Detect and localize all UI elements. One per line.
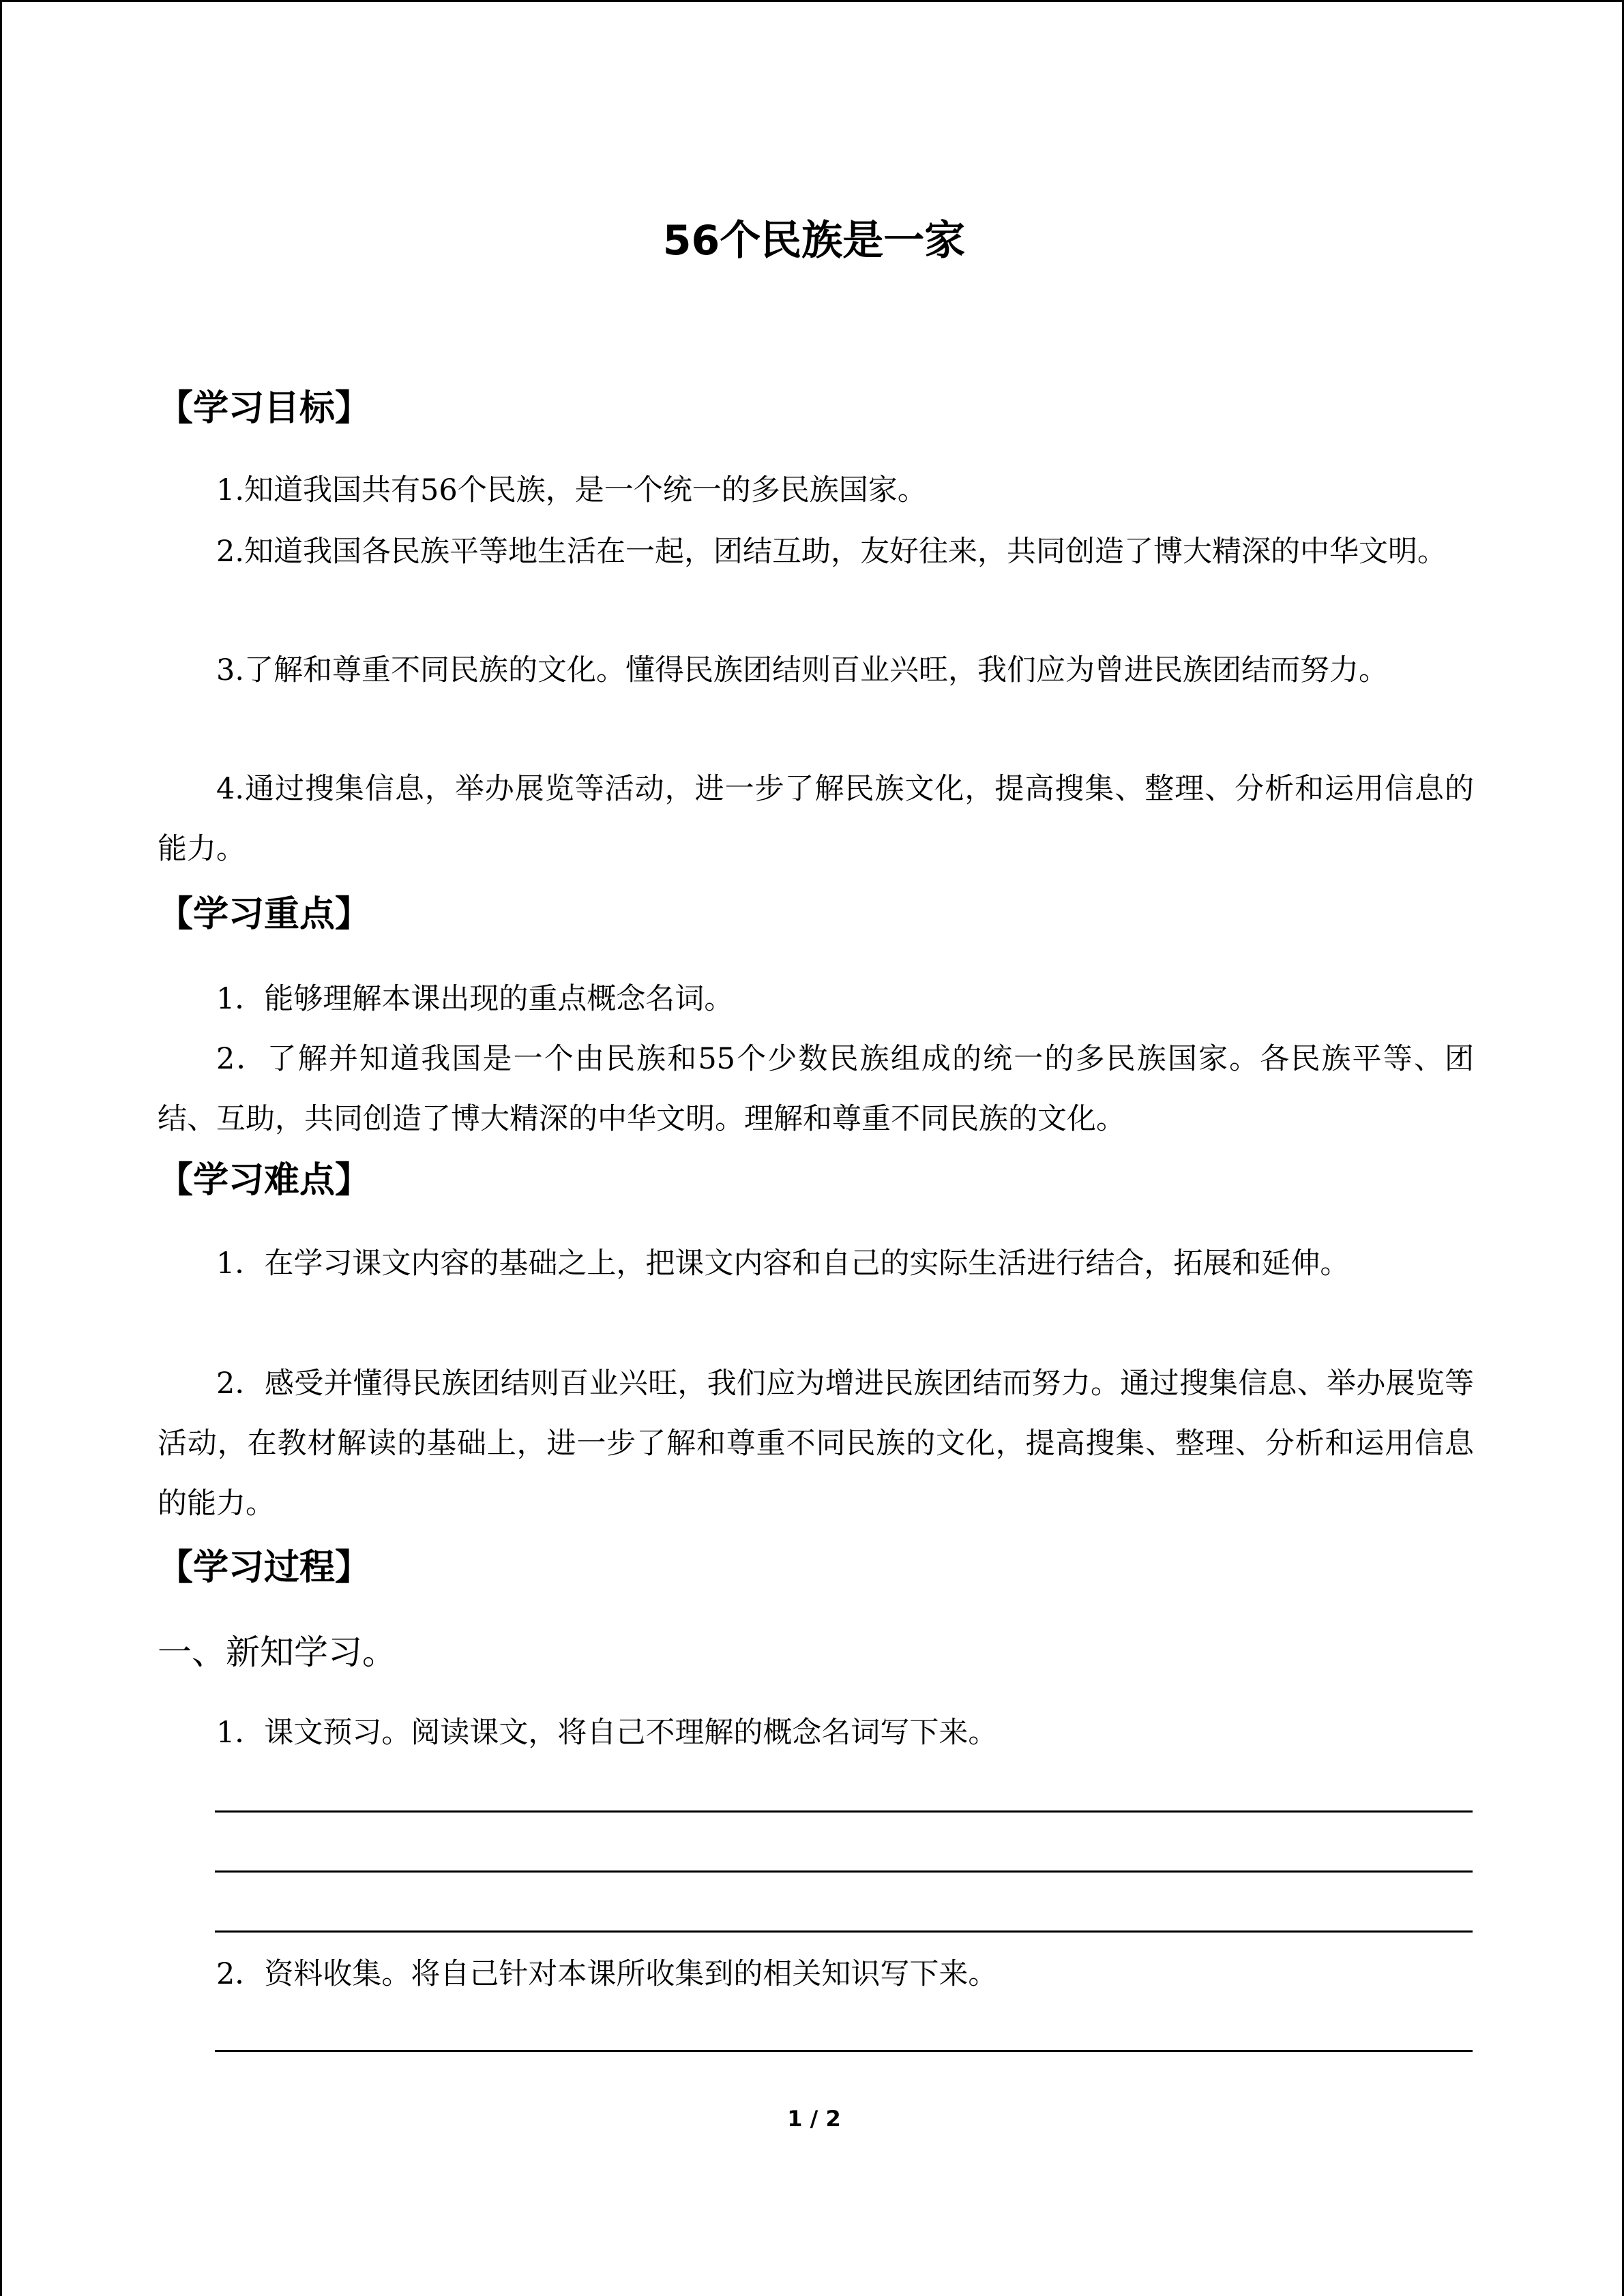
objective-item-1: 1.知道我国共有56个民族，是一个统一的多民族国家。: [216, 473, 927, 507]
difficulty-item-2: 2．感受并懂得民族团结则百业兴旺，我们应为增进民族团结而努力。通过搜集信息、举办展览等活动，在教材解读的基础上，进一步了解和尊重不同民族的文化，提高搜集、整理、分析和运用信息的能力。: [158, 1367, 1474, 1521]
task-item-1: 1．课文预习。阅读课文，将自己不理解的概念名词写下来。: [216, 1716, 998, 1750]
objective-item-2: 2.知道我国各民族平等地生活在一起，团结互助，友好往来，共同创造了博大精深的中华文明。: [216, 535, 1447, 569]
key-point-item-2: 2．了解并知道我国是一个由民族和55个少数民族组成的统一的多民族国家。各民族平等、团结、互助，共同创造了博大精深的中华文明。理解和尊重不同民族的文化。: [158, 1042, 1474, 1136]
process-heading: 【学习过程】: [158, 1547, 371, 1588]
objective-item-4: 4.通过搜集信息，举办展览等活动，进一步了解民族文化，提高搜集、整理、分析和运用信息的能力。: [158, 772, 1474, 866]
answer-line[interactable]: [215, 1930, 1473, 1933]
page-indicator: 1 / 2: [787, 2106, 841, 2132]
key-point-item-1: 1．能够理解本课出现的重点概念名词。: [216, 982, 734, 1016]
answer-line[interactable]: [215, 2050, 1473, 2052]
difficulties-heading: 【学习难点】: [158, 1160, 371, 1201]
part-one-title: 一、新知学习。: [158, 1632, 396, 1672]
objective-item-3: 3.了解和尊重不同民族的文化。懂得民族团结则百业兴旺，我们应为曾进民族团结而努力。: [216, 653, 1389, 687]
objectives-heading: 【学习目标】: [158, 388, 371, 429]
difficulty-item-1: 1．在学习课文内容的基础之上，把课文内容和自己的实际生活进行结合，拓展和延伸。: [216, 1247, 1350, 1281]
task-item-2: 2．资料收集。将自己针对本课所收集到的相关知识写下来。: [216, 1957, 998, 1991]
document-title: 56个民族是一家: [662, 217, 966, 265]
key-points-heading: 【学习重点】: [158, 894, 371, 935]
answer-line[interactable]: [215, 1870, 1473, 1873]
answer-line[interactable]: [215, 1810, 1473, 1813]
